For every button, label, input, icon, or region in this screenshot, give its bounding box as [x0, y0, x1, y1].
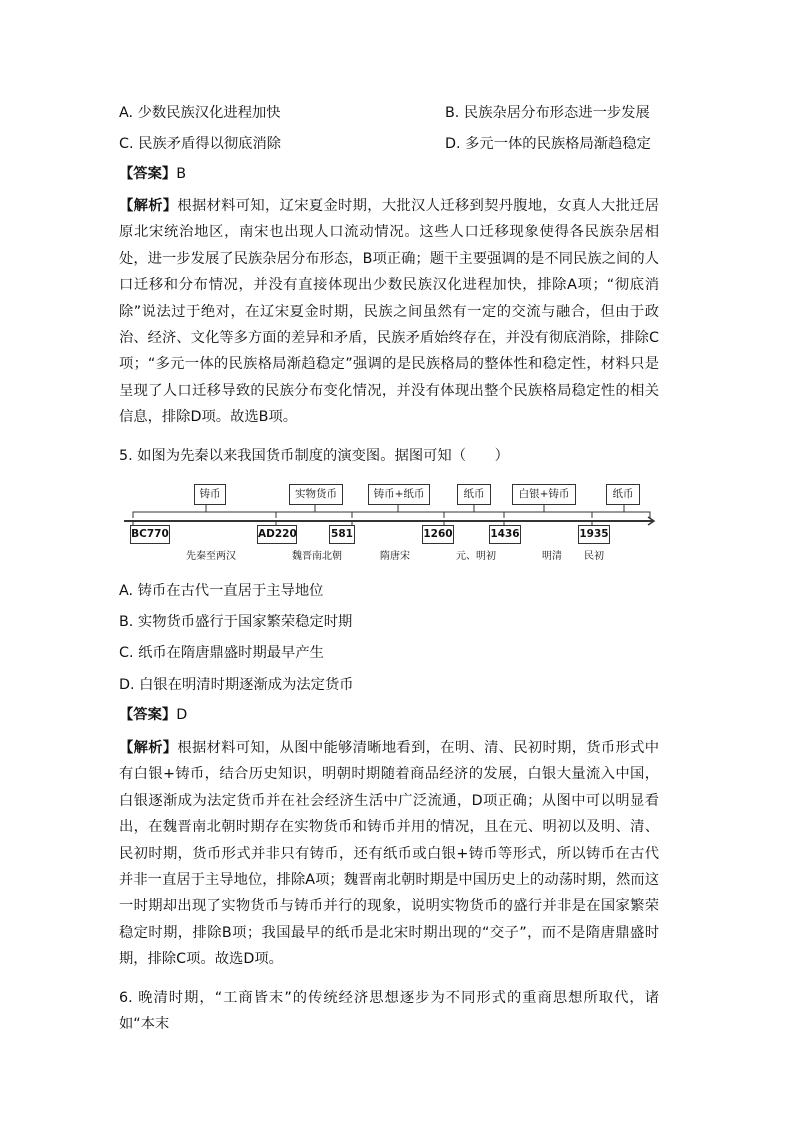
era-early-republic: 民初 — [584, 551, 604, 562]
year-1436: 1436 — [489, 525, 521, 544]
q6-stem: 6. 晚清时期，“工商皆末”的传统经济思想逐步为不同形式的重商思想所取代，诸如“本末 — [119, 990, 659, 1033]
analysis-text: 根据材料可知，从图中能够清晰地看到，在明、清、民初时期，货币形式中有白银+铸币，结合历史知识，明朝时期随着商品经济的发展，白银大量流入中国，白银逐渐成为法定货币并在社会经济生活中广泛流通，D项正确；从图中可以明显看出，在魏晋南北朝时期存在实物货币和铸币并用的情况，且在元、明初以及明、清、民初时期，货币形式并非只有铸币，还有纸币或白银+铸币等形式，所以铸币在古代并非一直居于主导地位，排除A项；魏晋南北朝时期是中国历史上的动荡时期，然而这一时期却出现了实物货币与铸币并行的现象，说明实物货币的盛行并非是在国家繁荣稳定时期，排除B项；我国最早的纸币是北宋时期出现的“交子”，而不是隋唐鼎盛时期，排除C项。故选D项。 — [119, 740, 660, 968]
q5-option-a: A. 铸币在古代一直居于主导地位 — [119, 583, 324, 599]
answer-tag: 【答案】 — [119, 707, 177, 723]
q4-option-c: C. 民族矛盾得以彻底消除 — [119, 136, 282, 152]
period-label-paper-modern: 纸币 — [606, 484, 640, 505]
period-label-paper: 纸币 — [457, 484, 491, 505]
era-wei-jin: 魏晋南北朝 — [292, 551, 342, 562]
q4-analysis — [119, 193, 659, 431]
period-label-silver-coin: 白银+铸币 — [512, 484, 576, 505]
q4-option-b: B. 民族杂居分布形态进一步发展 — [445, 105, 650, 121]
year-ad220: AD220 — [257, 525, 297, 544]
q5-option-b: B. 实物货币盛行于国家繁荣稳定时期 — [119, 614, 353, 630]
answer-value: D — [176, 707, 188, 723]
period-label-coin-paper: 铸币+纸币 — [368, 484, 430, 505]
analysis-tag: 【解析】 — [119, 740, 178, 756]
q5-analysis — [119, 735, 659, 973]
q5-option-c: C. 纸币在隋唐鼎盛时期最早产生 — [119, 645, 324, 661]
year-bc770: BC770 — [130, 525, 170, 544]
year-1935: 1935 — [578, 525, 610, 544]
era-yuan-ming: 元、明初 — [456, 551, 496, 562]
analysis-text: 根据材料可知，辽宋夏金时期，大批汉人迁移到契丹腹地，女真人大批迁居原北宋统治地区，南宋也出现人口流动情况。这些人口迁移现象使得各民族杂居相处，进一步发展了民族杂居分布形态，B项正确；题干主要强调的是不同民族之间的人口迁移和分布情况，并没有直接体现出少数民族汉化进程加快，排除A项；“彻底消除”说法过于绝对，在辽宋夏金时期，民族之间虽然有一定的交流与融合，但由于政治、经济、文化等多方面的差异和矛盾，民族矛盾始终存在，并没有彻底消除，排除C项；“多元一体的民族格局渐趋稳定”强调的是民族格局的整体性和稳定性，材料只是呈现了人口迁移导致的民族分布变化情况，并没有体现出整个民族格局稳定性的相关信息，排除D项。故选B项。 — [119, 198, 660, 426]
q4-answer — [119, 164, 186, 184]
answer-value: B — [176, 166, 186, 182]
period-label-coin: 铸币 — [194, 484, 226, 505]
q4-option-d: D. 多元一体的民族格局渐趋稳定 — [445, 136, 651, 152]
year-581: 581 — [329, 525, 355, 544]
q5-option-d: D. 白银在明清时期逐渐成为法定货币 — [119, 677, 354, 693]
q5-stem: 5. 如图为先秦以来我国货币制度的演变图。据图可知（ ） — [119, 448, 509, 464]
q4-option-a: A. 少数民族汉化进程加快 — [119, 105, 281, 121]
period-label-commodity-money: 实物货币 — [289, 484, 343, 505]
year-1260: 1260 — [422, 525, 454, 544]
currency-timeline-diagram — [124, 484, 658, 564]
era-pre-qin-han: 先秦至两汉 — [186, 551, 236, 562]
era-sui-tang-song: 隋唐宋 — [380, 551, 410, 562]
era-ming-qing: 明清 — [542, 551, 562, 562]
q5-answer — [119, 705, 187, 725]
answer-tag: 【答案】 — [119, 166, 177, 182]
analysis-tag: 【解析】 — [119, 198, 178, 214]
